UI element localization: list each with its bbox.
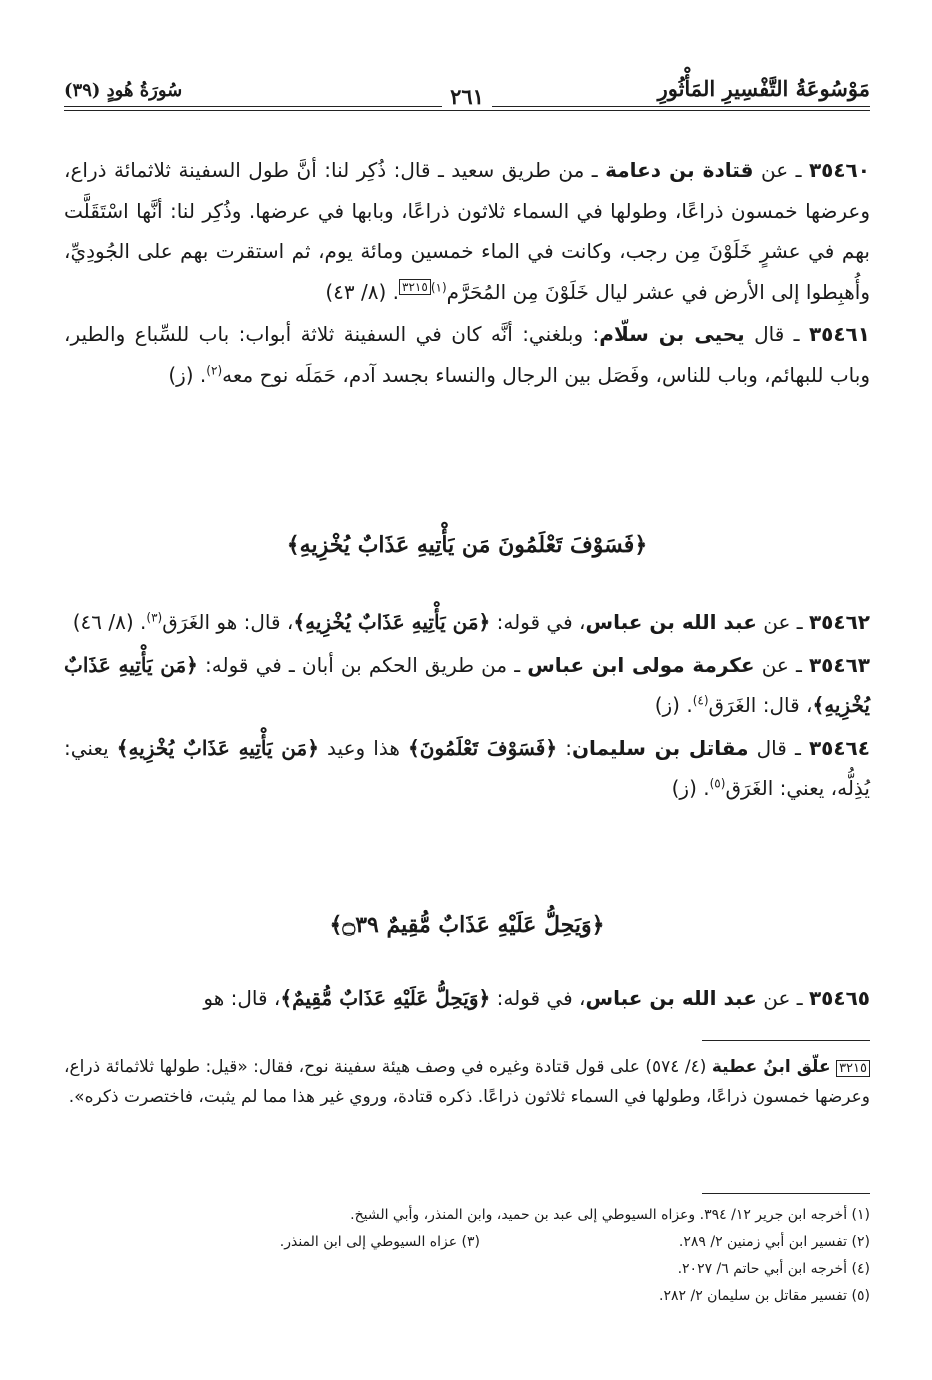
main-text-2 [64, 602, 870, 811]
text-lead: ـ قال [748, 735, 809, 760]
commentary-note [64, 1052, 870, 1112]
footnote-mark: (٢) [206, 362, 223, 377]
text-tail: . [696, 776, 710, 800]
page-number: ٢٦١ [442, 84, 492, 109]
text-tail: . [193, 362, 207, 387]
text-part: : [557, 735, 572, 760]
footnote-1: (١) أخرجه ابن جرير ١٢/ ٣٩٤. وعزاه السيوطي إلى عبد بن حميد، وابن المنذر، وأبي الشيخ. [350, 1207, 870, 1223]
quran-quote-2: ﴿مَن يَأْتِيهِ عَذَابٌ يُخْزِيهِ﴾ [116, 735, 319, 760]
volume-ref: (٨/ ٤٦) [72, 610, 134, 634]
commentary-box-number: ٣٢١٥ [836, 1060, 870, 1077]
narrator-name: عكرمة مولى ابن عباس [527, 652, 755, 677]
quran-quote: ﴿فَسَوْفَ تَعْلَمُونَ﴾ [408, 735, 558, 760]
quran-quote: ﴿مَن يَأْتِيهِ عَذَابٌ يُخْزِيهِ﴾ [293, 610, 491, 634]
text-part: هذا وعيد [318, 735, 409, 760]
footnote-mark: (٥) [709, 776, 726, 791]
footnote-mark: (١) [430, 279, 447, 294]
text-lead: ـ عن [753, 158, 809, 182]
text-part: ، في قوله: [490, 610, 586, 634]
text-part: ، قال: هو [203, 986, 281, 1010]
narrator-name: عبد الله بن عباس [585, 610, 757, 634]
entry-number: ٣٥٤٦٠ [808, 158, 870, 182]
paragraph-35462 [64, 602, 870, 643]
commentary-separator [702, 1040, 870, 1041]
text-tail: . [386, 279, 400, 304]
paragraph-35465 [64, 978, 870, 1019]
narrator-name: عبد الله بن عباس [585, 986, 757, 1010]
text-part: ، قال: هو الغَرَق [162, 610, 294, 634]
paragraph-35461 [64, 314, 870, 395]
volume-ref: (ز) [654, 693, 680, 717]
footnote-3: (٣) عزاه السيوطي إلى ابن المنذر. [279, 1234, 480, 1250]
text-lead: ـ قال [744, 322, 809, 346]
commentary-ref-box: ٣٢١٥ [399, 279, 431, 295]
text-tail: . [133, 610, 147, 634]
text-part: ، قال: الغَرَق [708, 693, 813, 717]
text-part: ـ من طريق الحكم بن أبان ـ في قوله: [197, 652, 528, 677]
footnote-mark: (٣) [146, 610, 163, 625]
paragraph-35463 [64, 645, 870, 726]
entry-number: ٣٥٤٦١ [808, 322, 870, 346]
commentary-author: علّق ابنُ عطية [711, 1057, 831, 1077]
text-tail: . [679, 693, 693, 717]
text-part: يعني: يُذِلُّه، يعني: الغَرَق [64, 735, 870, 800]
footnote-4: (٤) أخرجه ابن أبي حاتم ٦/ ٢٠٢٧. [677, 1261, 870, 1277]
entry-number: ٣٥٤٦٤ [808, 735, 870, 760]
paragraph-text: : وبلغني: أنَّه كان في السفينة ثلاثة أبواب: باب للسِّباع والطير، وباب للبهائم، وباب للناس، وفَصَل بين الرجال والنساء بجسد آدم، حَمَلَه نوح معه [64, 322, 870, 387]
footnote-row-2-3 [64, 1229, 870, 1256]
narrator-name: قتادة بن دعامة [605, 158, 754, 182]
paragraph-35460 [64, 150, 870, 312]
entry-number: ٣٥٤٦٥ [808, 986, 870, 1010]
surah-label: سُورَةُ هُودٍ (٣٩) [64, 80, 183, 101]
commentary-ref: (٤/ ٥٧٤) [639, 1057, 712, 1077]
entry-number: ٣٥٤٦٢ [808, 610, 870, 634]
text-lead: ـ عن [756, 986, 809, 1010]
main-text-3 [64, 978, 870, 1021]
text-lead: ـ عن [756, 610, 809, 634]
quran-quote: ﴿مَن يَأْتِيهِ عَذَابٌ يُخْزِيهِ﴾ [64, 652, 870, 717]
volume-ref: (ز) [671, 776, 697, 800]
main-text [64, 150, 870, 397]
volume-ref: (ز) [168, 362, 194, 387]
entry-number: ٣٥٤٦٣ [808, 652, 870, 677]
book-title: مَوْسُوعَةُ التَّفْسِيرِ المَأْثُورِ [657, 76, 870, 101]
paragraph-35464 [64, 728, 870, 809]
commentary-text: على قول قتادة وغيره في وصف هيئة سفينة نوح، فقال: «قيل: طولها ثلاثمائة ذراع، وعرضها خمسون ذراعًا، وطولها في السماء ثلاثون ذراعًا. ذكره قتادة، وروي غير هذا مما لم يثبت، فاختصرت ذكره». [64, 1057, 870, 1107]
page-header [64, 76, 870, 116]
verse-heading-1: ﴿فَسَوْفَ تَعْلَمُونَ مَن يَأْتِيهِ عَذَابٌ يُخْزِيهِ﴾ [286, 532, 648, 558]
footnote-2: (٢) تفسير ابن أبي زمنين ٢/ ٢٨٩. [678, 1234, 870, 1250]
text-part: ، في قوله: [490, 986, 586, 1010]
paragraph-text: ـ من طريق سعيد ـ قال: ذُكِر لنا: أنَّ طول السفينة ثلاثمائة ذراع، وعرضها خمسون ذراعًا، وطولها في السماء ثلاثون ذراعًا، وبابها في عرضها. وذُكِر لنا: أنَّها اسْتَقَلَّت بهم في عشرٍ خَلَوْنَ مِن رجب، وكانت في الماء خمسين ومائة يوم، ثم استقرت بهم على الجُودِيِّ، وأُهبِطوا إلى الأرض في عشر ليال خَلَوْنَ مِن المُحَرَّم [64, 158, 870, 304]
verse-heading-2: ﴿وَيَحِلُّ عَلَيْهِ عَذَابٌ مُّقِيمٌ ۝٣٩﴾ [329, 912, 605, 938]
quran-quote: ﴿وَيَحِلُّ عَلَيْهِ عَذَابٌ مُّقِيمٌ﴾ [280, 986, 491, 1010]
footnote-5: (٥) تفسير مقاتل بن سليمان ٢/ ٢٨٢. [659, 1288, 870, 1304]
narrator-name: مقاتل بن سليمان [571, 735, 749, 760]
text-lead: ـ عن [754, 652, 809, 677]
narrator-name: يحيى بن سلّام [599, 322, 745, 346]
volume-ref: (٨/ ٤٣) [325, 279, 387, 304]
footnotes-separator [702, 1193, 870, 1194]
footnotes [64, 1202, 870, 1310]
footnote-mark: (٤) [692, 693, 709, 708]
